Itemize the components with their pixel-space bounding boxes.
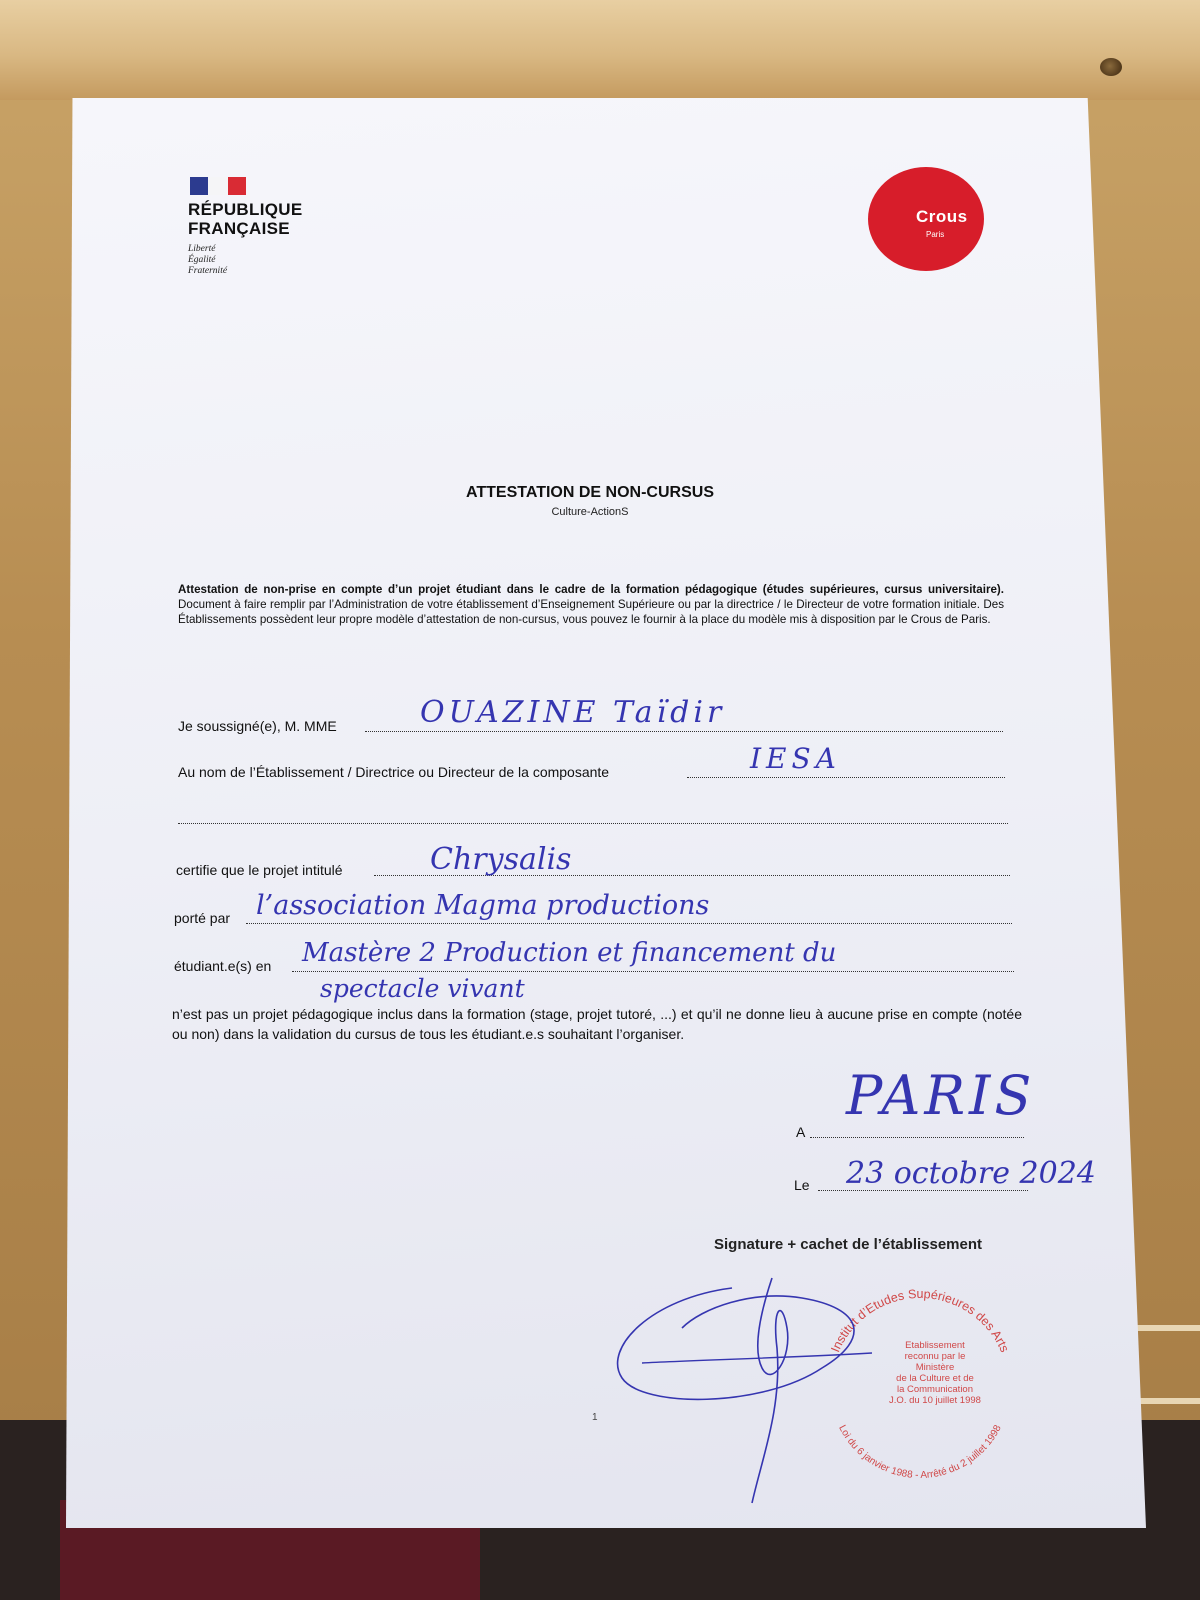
french-flag-icon (190, 177, 246, 195)
project-handwritten: Chrysalis (430, 842, 572, 877)
intro-bold-text: Attestation de non-prise en compte d’un projet étudiant dans le cadre de la formation pédagogique (études supérieures, cursus universitaire). (178, 583, 1004, 596)
place-handwritten: PARIS (846, 1064, 1036, 1127)
undersigned-dotted-line (365, 730, 1003, 732)
intro-paragraph (178, 582, 1004, 627)
project-label: certifie que le projet intitulé (176, 862, 343, 878)
stamp-center-text: Etablissement reconnu par le Ministère de la Culture et de la Communication J.O. du 10 juillet 1998 (889, 1340, 981, 1406)
students-handwritten-line2: spectacle vivant (320, 974, 525, 1003)
carried-by-handwritten: l’association Magma productions (256, 890, 710, 921)
document-title: ATTESTATION DE NON-CURSUS (466, 484, 714, 501)
signature-label: Signature + cachet de l’établissement (714, 1236, 983, 1253)
table-screw (1100, 58, 1122, 76)
republique-francaise-logo: RÉPUBLIQUE FRANÇAISE (188, 200, 303, 238)
stamp-ring-top-text: Institut d’Etudes Supérieures des Arts (828, 1286, 1012, 1355)
students-label: étudiant.e(s) en (174, 958, 272, 974)
handwritten-signature (612, 1268, 912, 1518)
institution-dotted-line (687, 776, 1005, 778)
stamp-ring-bottom-text: Loi du 6 janvier 1988 - Arrêté du 2 juillet 1998 (836, 1423, 1004, 1482)
undersigned-label: Je soussigné(e), M. MME (178, 718, 337, 734)
carried-by-dotted-line (246, 922, 1012, 924)
place-dotted-line (810, 1136, 1024, 1138)
crous-logo-name: Crous (916, 207, 968, 226)
institution-label: Au nom de l’Établissement / Directrice ou Directeur de la composante (178, 764, 610, 780)
date-label: Le (794, 1177, 810, 1193)
page-number: 1 (592, 1412, 598, 1423)
carried-by-label: porté par (174, 910, 231, 926)
intro-text: Document à faire remplir par l’Administration de votre établissement d’Enseignement Supérieure ou par la directrice / le Directeur de votre formation initiale. Des Établissements possèdent leur propre modèle d’attestation de non-cursus, vous pouvez le fournir à la place du modèle mis à disposition par le Crous de Paris. (178, 598, 1004, 626)
crous-logo-city: Paris (926, 230, 945, 239)
students-dotted-line (292, 970, 1014, 972)
place-label: A (796, 1124, 806, 1140)
republic-motto: Liberté Égalité Fraternité (188, 244, 228, 276)
undersigned-handwritten: OUAZINE Taïdir (420, 695, 726, 730)
institution-continuation-line (178, 822, 1008, 824)
certification-text: n’est pas un projet pédagogique inclus dans la formation (stage, projet tutoré, ...) et qu’il ne donne lieu à aucune prise en compte (notée ou non) dans la validation du cursus de tous les étudiant.e.s souhaitant l’organiser. (172, 1006, 1022, 1042)
document-subtitle: Culture-ActionS (551, 506, 629, 518)
table-edge (0, 0, 1200, 100)
date-handwritten: 23 octobre 2024 (846, 1156, 1096, 1191)
students-handwritten-line1: Mastère 2 Production et financement du (302, 938, 837, 968)
institution-handwritten: IESA (750, 742, 841, 775)
crous-logo (868, 167, 984, 271)
